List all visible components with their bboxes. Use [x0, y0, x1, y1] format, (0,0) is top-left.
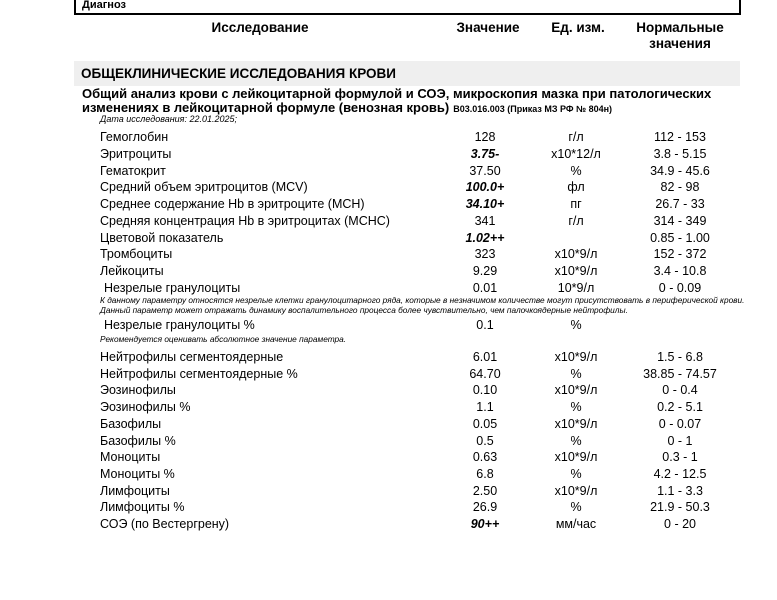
row-unit: г/л — [568, 130, 584, 144]
table-row — [0, 164, 777, 180]
row-name: Лимфоциты — [100, 483, 170, 498]
row-ref: 152 - 372 — [653, 247, 707, 262]
table-row — [0, 197, 777, 213]
row-unit: % — [570, 433, 582, 448]
row-name: Цветовой показатель — [100, 230, 224, 245]
table-row — [0, 318, 777, 334]
table-row — [0, 383, 777, 399]
row-unit: % — [570, 318, 582, 332]
row-ref: 314 - 349 — [653, 213, 707, 228]
row-ref: 3.8 - 5.15 — [653, 146, 707, 161]
row-ref: 21.9 - 50.3 — [650, 500, 710, 515]
row-value: 0.01 — [472, 280, 498, 295]
row-value: 37.50 — [469, 163, 501, 178]
row-unit: х10*9/л — [554, 450, 598, 465]
column-header-norm-line2: значения — [649, 36, 711, 51]
row-name: Эритроциты — [100, 146, 172, 161]
row-value: 64.70 — [469, 366, 501, 381]
table-row — [0, 400, 777, 416]
row-ref: 1.5 - 6.8 — [657, 350, 703, 364]
table-row — [0, 484, 777, 500]
row-name: Незрелые гранулоциты — [104, 280, 241, 295]
table-row — [0, 500, 777, 516]
row-name: Базофилы % — [100, 433, 176, 448]
column-header-name: Исследование — [211, 20, 309, 35]
row-name: Базофилы — [100, 416, 162, 431]
row-value: 323 — [474, 247, 496, 262]
analysis-date: Дата исследования: 22.01.2025; — [100, 114, 238, 124]
row-name: Моноциты % — [100, 466, 175, 481]
table-row — [0, 231, 777, 247]
row-value: 6.8 — [476, 466, 494, 481]
column-header-value: Значение — [456, 20, 520, 35]
table-row — [0, 434, 777, 450]
row-value: 6.01 — [472, 350, 498, 364]
row-unit: пг — [570, 197, 582, 211]
row-name: Эозинофилы % — [100, 400, 191, 415]
note-immature-granulocytes: К данному параметру относятся незрелые клетки гранулоцитарного ряда, которые в незначимом количестве могут присутствовать в периферической крови. Данный параметр может отражать динамику воспалительного процесса более чувствительно, чем палочкоядерные нейтрофилы. — [100, 295, 745, 315]
table-row — [0, 517, 777, 533]
row-value: 26.9 — [472, 500, 498, 515]
row-name: Эозинофилы — [100, 383, 176, 398]
column-headers — [0, 19, 777, 55]
row-unit: х10*9/л — [554, 483, 598, 498]
row-ref: 26.7 - 33 — [655, 197, 705, 211]
row-name: Средняя концентрация Hb в эритроцитах (MCHC) — [100, 213, 390, 228]
diagnosis-label: Диагноз — [82, 0, 126, 11]
column-header-unit: Ед. изм. — [551, 20, 605, 35]
row-value: 0.05 — [472, 416, 498, 431]
row-value: 9.29 — [472, 264, 498, 278]
row-name: Нейтрофилы сегментоядерные — [100, 350, 284, 364]
row-ref: 112 - 153 — [654, 130, 706, 144]
table-row — [0, 214, 777, 230]
row-unit: фл — [567, 180, 585, 195]
section-title: ОБЩЕКЛИНИЧЕСКИЕ ИССЛЕДОВАНИЯ КРОВИ — [81, 66, 396, 81]
row-unit: мм/час — [555, 517, 597, 531]
row-unit: х10*9/л — [554, 350, 598, 364]
row-unit: % — [570, 466, 582, 481]
row-value: 90++ — [470, 517, 500, 531]
row-unit: х10*9/л — [554, 416, 598, 431]
row-name: Нейтрофилы сегментоядерные % — [100, 366, 298, 381]
row-name: Средний объем эритроцитов (MCV) — [100, 180, 308, 195]
row-name: Незрелые гранулоциты % — [104, 318, 255, 332]
table-row — [0, 367, 777, 383]
row-name: Лейкоциты — [100, 264, 164, 278]
analysis-title — [82, 87, 742, 116]
row-name: СОЭ (по Вестергрену) — [100, 517, 230, 531]
table-row — [0, 264, 777, 280]
row-unit: 10*9/л — [557, 280, 595, 295]
row-ref: 1.1 - 3.3 — [657, 483, 703, 498]
row-unit: % — [570, 163, 582, 178]
row-name: Лимфоциты % — [100, 500, 185, 515]
table-row — [0, 467, 777, 483]
row-ref: 0.2 - 5.1 — [657, 400, 703, 415]
row-ref: 4.2 - 12.5 — [653, 466, 707, 481]
row-ref: 0.85 - 1.00 — [650, 230, 710, 245]
row-value: 0.10 — [472, 383, 498, 398]
row-unit: % — [570, 500, 582, 515]
row-name: Гематокрит — [100, 163, 166, 178]
row-value: 1.1 — [476, 400, 494, 415]
row-unit: % — [570, 366, 582, 381]
table-row — [0, 450, 777, 466]
table-row — [0, 247, 777, 263]
table-row — [0, 350, 777, 366]
row-ref: 82 - 98 — [660, 180, 700, 195]
row-value: 34.10+ — [465, 197, 505, 211]
row-name: Среднее содержание Hb в эритроците (MCH) — [100, 197, 365, 211]
row-ref: 0 - 20 — [664, 517, 696, 531]
row-value: 128 — [474, 130, 496, 144]
row-value: 2.50 — [472, 483, 498, 498]
row-ref: 34.9 - 45.6 — [650, 163, 710, 178]
row-ref: 0 - 1 — [667, 433, 693, 448]
row-value: 341 — [474, 213, 496, 228]
column-header-norm-line1: Нормальные — [636, 20, 724, 35]
row-ref: 3.4 - 10.8 — [653, 264, 707, 278]
diagnosis-box — [74, 0, 741, 15]
row-name: Гемоглобин — [100, 130, 169, 144]
row-value: 3.75- — [470, 146, 500, 161]
row-unit: х10*12/л — [551, 146, 601, 161]
row-ref: 0 - 0.09 — [658, 280, 702, 295]
row-unit: х10*9/л — [554, 264, 598, 278]
table-row — [0, 147, 777, 163]
row-unit: г/л — [568, 213, 584, 228]
section-band — [74, 61, 740, 86]
row-ref: 38.85 - 74.57 — [643, 366, 717, 381]
analysis-code: B03.016.003 (Приказ МЗ РФ № 804н) — [453, 104, 613, 114]
row-ref: 0.3 - 1 — [662, 450, 698, 465]
table-row — [0, 180, 777, 196]
table-row — [0, 130, 777, 146]
row-ref: 0 - 0.07 — [658, 416, 702, 431]
row-value: 1.02++ — [465, 230, 505, 245]
row-ref: 0 - 0.4 — [662, 383, 698, 398]
note-recommendation: Рекомендуется оценивать абсолютное значение параметра. — [100, 334, 347, 344]
row-name: Моноциты — [100, 450, 161, 465]
table-row — [0, 417, 777, 433]
row-unit: х10*9/л — [554, 383, 598, 398]
row-value: 0.63 — [472, 450, 498, 465]
row-name: Тромбоциты — [100, 247, 173, 262]
analysis-title-text: Общий анализ крови с лейкоцитарной формулой и СОЭ, микроскопия мазка при патологических изменениях в лейкоцитарной формуле (венозная кровь) — [82, 86, 712, 115]
column-header-norm — [622, 20, 738, 52]
row-unit: % — [570, 400, 582, 415]
row-value: 0.1 — [476, 318, 494, 332]
row-unit: х10*9/л — [554, 247, 598, 262]
row-value: 0.5 — [476, 433, 494, 448]
row-value: 100.0+ — [465, 180, 505, 195]
